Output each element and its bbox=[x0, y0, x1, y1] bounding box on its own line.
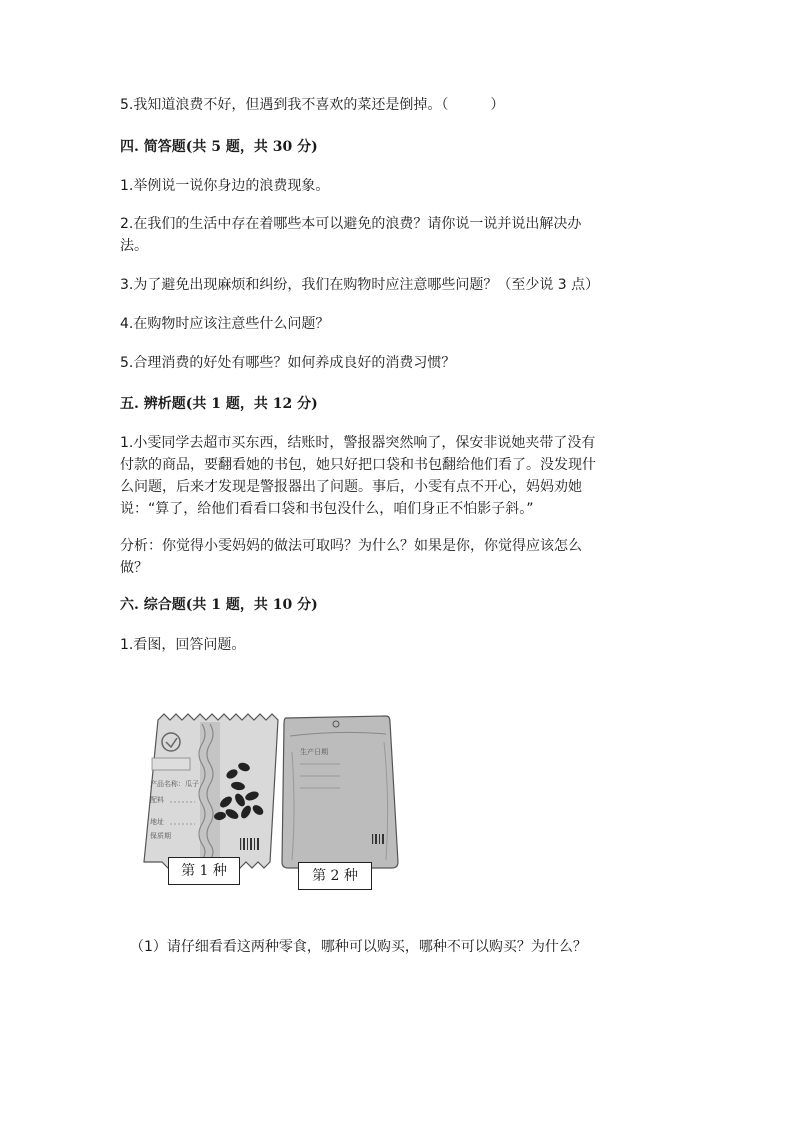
section-6-question-1: 1.看图，回答问题。 bbox=[120, 637, 246, 653]
section-4-question-3: 3.为了避免出现麻烦和纠纷，我们在购物时应注意哪些问题？（至少说 3 点） bbox=[120, 277, 600, 293]
section-4-question-2 bbox=[120, 213, 680, 257]
section-4-heading: 四. 简答题(共 5 题，共 30 分) bbox=[120, 139, 318, 155]
package-1-label: 第 1 种 bbox=[168, 857, 240, 885]
package-2-label: 第 2 种 bbox=[298, 862, 372, 890]
question-line: 1.小雯同学去超市买东西，结账时，警报器突然响了，保安非说她夹带了没有 bbox=[120, 435, 596, 451]
section-4-question-4: 4.在购物时应该注意些什么问题？ bbox=[120, 316, 330, 332]
question-line: 2.在我们的生活中存在着哪些本可以避免的浪费？请你说一说并说出解决办 bbox=[120, 216, 582, 232]
package-1 bbox=[144, 714, 278, 868]
question-line: 么问题，后来才发现是警报器出了问题。事后，小雯有点不开心，妈妈劝她 bbox=[120, 479, 582, 495]
question-line: 法。 bbox=[120, 238, 148, 254]
analysis-line: 分析：你觉得小雯妈妈的做法可取吗？为什么？如果是你，你觉得应该怎么 bbox=[120, 538, 582, 554]
analysis-line: 做？ bbox=[120, 560, 148, 576]
section-4-question-5: 5.合理消费的好处有哪些？如何养成良好的消费习惯？ bbox=[120, 355, 456, 371]
package-1-text: 配料 bbox=[150, 796, 164, 804]
snack-packages-figure bbox=[140, 712, 410, 897]
question-line: 说：“算了，给他们看看口袋和书包没什么，咱们身正不怕影子斜。” bbox=[120, 501, 534, 517]
package-1-text: 地址 bbox=[150, 818, 164, 826]
question-line: 付款的商品，要翻看她的书包，她只好把口袋和书包翻给他们看了。没发现什 bbox=[120, 457, 596, 473]
package-1-text: 保质期 bbox=[150, 832, 171, 840]
section-5-analysis bbox=[120, 535, 680, 579]
package-2-text: 生产日期 bbox=[300, 748, 328, 756]
section-5-heading: 五. 辨析题(共 1 题，共 12 分) bbox=[120, 396, 318, 412]
section-4-question-1: 1.举例说一说你身边的浪费现象。 bbox=[120, 178, 330, 194]
section-6-subquestion-1: （1）请仔细看看这两种零食，哪种可以购买，哪种不可以购买？为什么？ bbox=[130, 939, 587, 955]
question-4-5: 5.我知道浪费不好，但遇到我不喜欢的菜还是倒掉。（ ） bbox=[120, 97, 505, 113]
section-6-heading: 六. 综合题(共 1 题，共 10 分) bbox=[120, 597, 318, 613]
package-1-text: 产品名称：瓜子 bbox=[150, 780, 199, 788]
package-2 bbox=[282, 716, 398, 868]
section-5-question-1 bbox=[120, 432, 680, 520]
